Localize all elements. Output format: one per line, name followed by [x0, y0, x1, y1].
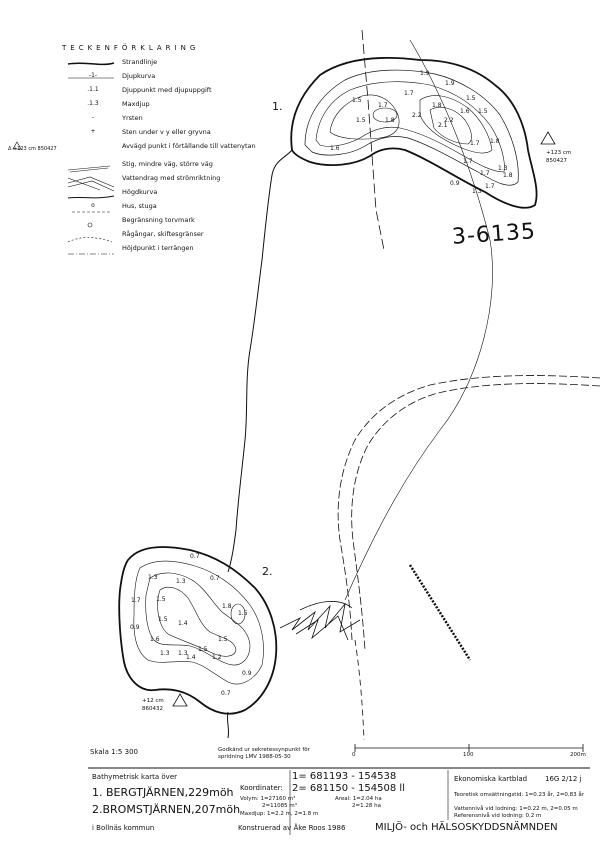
legend-symbol — [68, 188, 118, 200]
lake-1-number: 1. — [272, 100, 283, 113]
depth-sounding: 1.4 — [186, 654, 196, 661]
legend-row — [8, 72, 278, 86]
outlet-stream — [227, 712, 228, 738]
depth-sounding: 1.3 — [178, 650, 188, 657]
legend-symbol — [68, 160, 118, 172]
legend-label: Hus, stuga — [122, 202, 157, 210]
legend-title: TECKENFÖRKLARING — [62, 44, 200, 52]
legend-label: Sten under v y eller gryvna — [122, 128, 211, 136]
depth-sounding: 1.5 — [356, 117, 366, 124]
legend-symbol: - — [91, 114, 95, 121]
depth-sounding: 1.8 — [503, 172, 513, 179]
depth-sounding: 2.1 — [438, 122, 448, 129]
legend-label: Begränsning torvmark — [122, 216, 195, 224]
benchmark-triangle-1 — [541, 132, 555, 144]
footer-coord-1: 1= 681193 - 154538 — [292, 771, 397, 782]
depth-sounding: 1.8 — [385, 117, 395, 124]
road — [352, 384, 600, 650]
approval-line-2: spridning LMV 1988-05-30 — [218, 754, 291, 760]
depth-sounding: 1.7 — [463, 158, 473, 165]
legend-symbol: .1.3 — [87, 100, 99, 107]
legend-row — [8, 160, 278, 174]
footer-municipality: i Bollnäs kommun — [92, 824, 155, 832]
depth-sounding: 1.5 — [156, 596, 166, 603]
depth-sounding: 1.5 — [466, 95, 476, 102]
legend-row — [8, 100, 278, 114]
road — [338, 376, 600, 640]
depth-sounding: 1.8 — [490, 138, 500, 145]
scribble — [280, 601, 360, 640]
depth-sounding: 1.7 — [131, 597, 141, 604]
legend-label: Yrsten — [122, 114, 143, 122]
legend-symbol — [68, 174, 118, 186]
depth-sounding: 0.9 — [130, 624, 140, 631]
scale-label: Skala 1:5 300 — [90, 748, 138, 756]
legend-label: Stig, mindre väg, större väg — [122, 160, 213, 168]
property-boundary — [410, 565, 470, 660]
legend-row — [8, 58, 278, 72]
lake-2-shoreline — [119, 547, 276, 714]
benchmark-1-label: +123 cm — [546, 150, 572, 156]
legend-row — [8, 142, 278, 156]
footer-maxdepth: Maxdjup: 1=2.2 m, 2=1.8 m — [240, 811, 319, 817]
legend-label: Högdkurva — [122, 188, 158, 196]
footer-area-2: 2=1.28 ha — [352, 803, 381, 809]
depth-sounding: 1.5 — [478, 108, 488, 115]
footer-constructed: Konstruerad av Åke Roos 1986 — [238, 824, 346, 832]
footer-authority: MILJÖ- och HÄLSOSKYDDSNÄMNDEN — [375, 822, 558, 833]
property-boundary — [362, 30, 384, 250]
scale-tick-100: 100 — [463, 752, 474, 758]
legend-label: Vattendrag med strömriktning — [122, 174, 221, 182]
legend-symbol — [68, 230, 118, 242]
depth-sounding: 2.2 — [444, 117, 454, 124]
depth-sounding: 1.8 — [222, 603, 232, 610]
depth-sounding: 1.8 — [432, 102, 442, 109]
legend-symbol — [68, 216, 118, 228]
depth-sounding: 1.2 — [212, 654, 222, 661]
depth-sounding: 1.5 — [352, 97, 362, 104]
path-trail — [355, 640, 364, 740]
footer-volume-1: Volym: 1=27160 m³ — [240, 796, 296, 802]
footer-coord-label: Koordinater: — [240, 784, 283, 792]
lake-2-depth-contour — [158, 587, 236, 656]
legend-row — [8, 202, 278, 216]
lake-2-number: 2. — [262, 565, 273, 578]
lake-1-shoreline — [291, 58, 536, 208]
lake-1-depth-contour — [420, 96, 492, 153]
footer-lake-2: 2.BROMSTJÄRNEN,207möh — [92, 803, 241, 816]
benchmark-2-label: +12 cm — [142, 698, 164, 704]
property-boundary — [345, 40, 493, 600]
legend-label: Rågångar, skiftesgränser — [122, 230, 204, 238]
footer-lake-1: 1. BERGTJÄRNEN,229möh — [92, 786, 234, 799]
benchmark-triangle-2 — [173, 694, 187, 706]
legend-row — [8, 244, 278, 258]
depth-sounding: 1.3 — [498, 165, 508, 172]
legend-label: Avvägd punkt i förtällande till vattenytan — [122, 142, 256, 150]
legend-row — [8, 86, 278, 100]
legend-symbol: .1.1 — [87, 86, 99, 93]
legend-symbol — [68, 58, 118, 70]
legend-label: Maxdjup — [122, 100, 150, 108]
scale-tick-200: 200m — [570, 752, 586, 758]
legend-row — [8, 114, 278, 128]
footer-coord-2: 2= 681150 - 154508 ll — [292, 783, 405, 794]
legend-benchmark-example: Δ +123 cm 850427 — [8, 146, 57, 152]
legend-symbol: o — [91, 202, 95, 209]
legend-label: Djuppunkt med djupuppgift — [122, 86, 212, 94]
legend-symbol: -1- — [88, 72, 98, 79]
depth-sounding: 0.7 — [210, 575, 220, 582]
depth-sounding: 1.7 — [404, 90, 414, 97]
benchmark-1-date: 850427 — [546, 158, 567, 164]
depth-sounding: 0.7 — [221, 690, 231, 697]
legend-symbol — [68, 142, 118, 154]
depth-sounding: 1.3 — [160, 650, 170, 657]
depth-sounding: 1.7 — [485, 183, 495, 190]
benchmark-2-date: 860432 — [142, 706, 163, 712]
depth-sounding: 1.5 — [238, 610, 248, 617]
depth-sounding: 1.6 — [150, 636, 160, 643]
depth-sounding: 2.2 — [412, 112, 422, 119]
handwritten-sheet-number: 3-6135 — [451, 219, 537, 250]
depth-sounding: 1.3 — [148, 574, 158, 581]
depth-sounding: 1.4 — [178, 620, 188, 627]
legend-row — [8, 174, 278, 188]
depth-sounding: 0.9 — [242, 670, 252, 677]
footer-retention: Teoretisk omsättningstid: 1=0.23 år, 2=0.83 år — [454, 792, 585, 798]
legend-symbol: + — [90, 128, 96, 135]
footer-volume-2: 2=11085 m³ — [262, 803, 297, 809]
depth-sounding: 1.5 — [158, 616, 168, 623]
depth-sounding: 1.9 — [420, 70, 430, 77]
legend-row — [8, 128, 278, 142]
depth-sounding: 0.9 — [450, 180, 460, 187]
legend-label: Höjdpunkt i terrängen — [122, 244, 194, 252]
scale-bar — [355, 744, 583, 752]
scale-tick-0: 0 — [352, 752, 356, 758]
depth-sounding: 1.6 — [460, 108, 470, 115]
depth-sounding: 1.7 — [378, 102, 388, 109]
depth-sounding: 1.7 — [470, 140, 480, 147]
approval-line-1: Godkänd ur sekretessynpunkt för — [218, 747, 310, 753]
depth-sounding: 1.5 — [218, 636, 228, 643]
depth-sounding: 1.9 — [445, 80, 455, 87]
depth-sounding: 0.7 — [190, 553, 200, 560]
footer-reference: Vattennivå vid lodning: 1=0.22 m, 2=0.05 m — [454, 806, 578, 812]
footer-area-1: Areal: 1=2.04 ha — [335, 796, 382, 802]
footer-mapsheet-label: Ekonomiska kartblad — [454, 775, 528, 783]
legend-row — [8, 216, 278, 230]
depth-sounding: 1.7 — [480, 170, 490, 177]
footer-lake-info: Referensnivå vid lodning: 0.2 m — [454, 813, 542, 819]
depth-sounding: 1.3 — [176, 578, 186, 585]
legend-row — [8, 188, 278, 202]
legend-row — [8, 230, 278, 244]
legend-symbol — [68, 244, 118, 256]
legend-label: Djupkurva — [122, 72, 156, 80]
depth-sounding: 1.6 — [330, 145, 340, 152]
footer-mapsheet: 16G 2/12 j — [545, 775, 582, 783]
depth-sounding: 1.3 — [472, 188, 482, 195]
footer-intro: Bathymetrisk karta över — [92, 773, 178, 781]
depth-sounding: 1.5 — [198, 646, 208, 653]
legend-label: Strandlinje — [122, 58, 158, 66]
